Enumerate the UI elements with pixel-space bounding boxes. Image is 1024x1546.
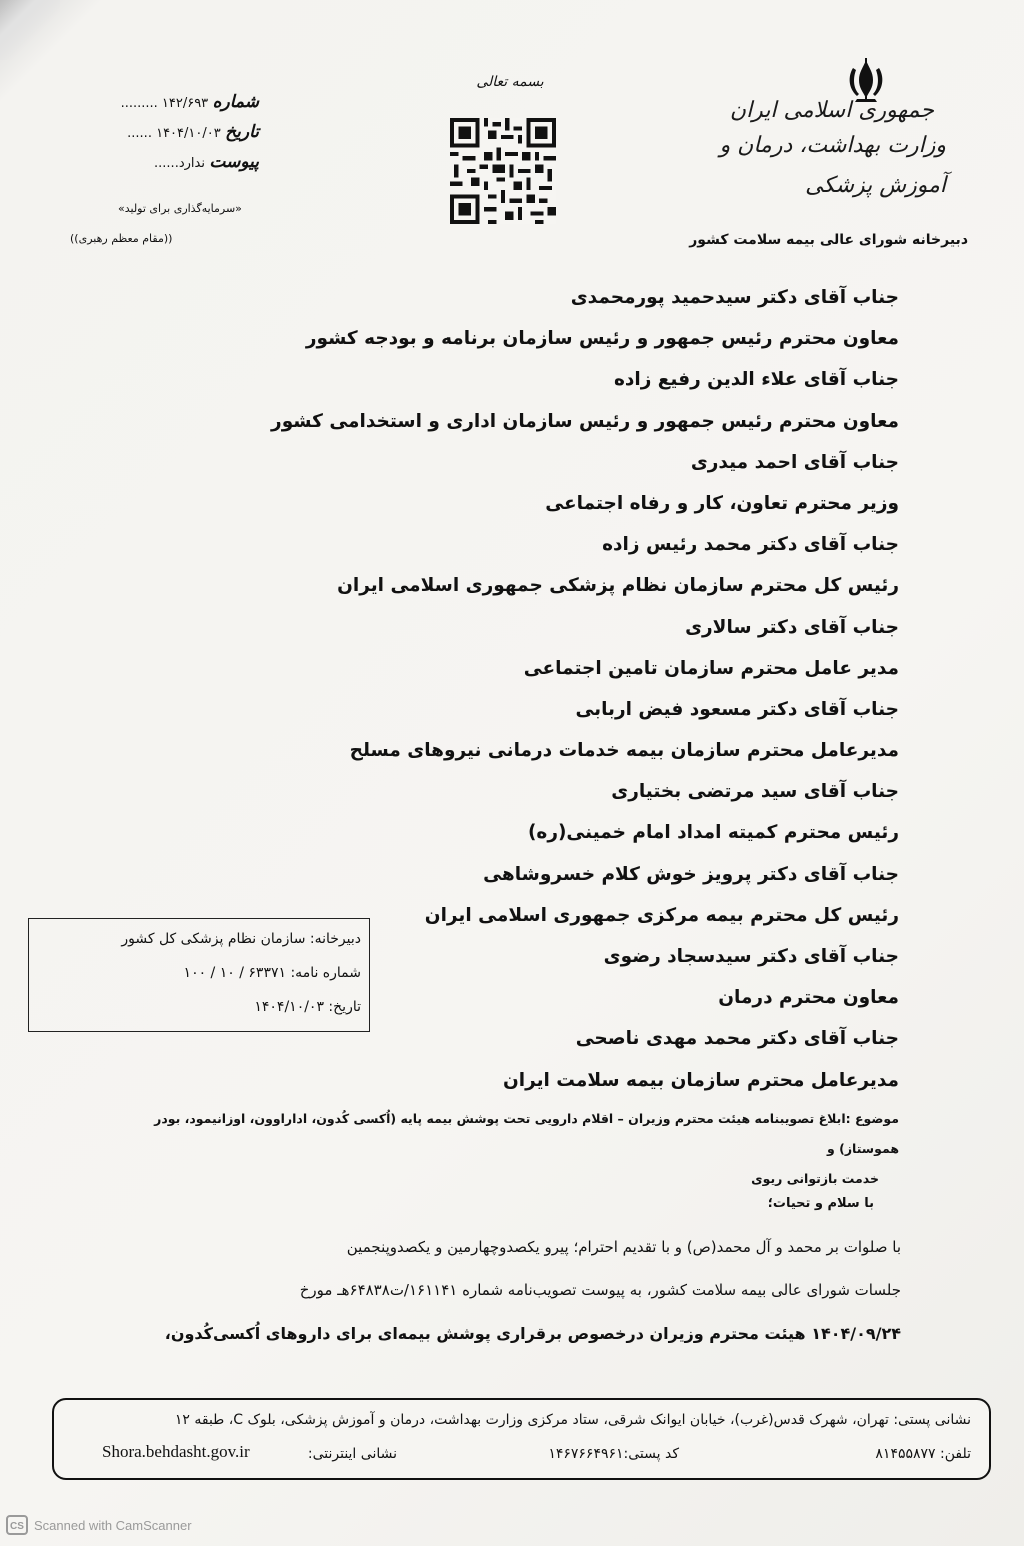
stamp-letter-number: شماره نامه: ۶۳۳۷۱ / ۱۰ / ۱۰۰: [183, 965, 361, 981]
body-line: با صلوات بر محمد و آل محمد(ص) و با تقدیم احترام؛ پیرو یکصدوچهارمین و یکصدوپنجمین: [346, 1238, 901, 1256]
recipient-line: جناب آقای دکتر سیدحمید پورمحمدی: [570, 287, 899, 308]
letter-number-value: ۱۴۲/۶۹۳ .........: [120, 96, 209, 111]
recipient-line: جناب آقای دکتر سالاری: [685, 616, 899, 638]
camscanner-watermark: [6, 1515, 192, 1535]
recipient-line: جناب آقای دکتر پرویز خوش کلام خسروشاهی: [483, 863, 899, 885]
recipient-line: معاون محترم درمان: [718, 987, 899, 1009]
website-link[interactable]: Shora.behdasht.gov.ir: [102, 1442, 250, 1461]
subject: [139, 1104, 899, 1194]
letter-date-row: [127, 122, 259, 142]
postal-address: نشانی پستی: تهران، شهرک قدس(غرب)، خیابان ایوانک شرقی، ستاد مرکزی وزارت بهداشت، درمان و آموزش پزشکی، بلوک C، طبقه ۱۲: [174, 1412, 971, 1428]
recipient-line: رئیس کل محترم سازمان نظام پزشکی جمهوری اسلامی ایران: [337, 575, 899, 597]
letter-date-value: ۱۴۰۴/۱۰/۰۳ ......: [127, 126, 221, 141]
recipient-line: جناب آقای احمد میدری: [690, 451, 899, 473]
subject-line: موضوع :ابلاغ تصویبنامه هیئت محترم وزیران – اقلام دارویی تحت پوشش بیمه پایه (اُکسی کُدون، اداراوون، اوزانیمود، بودر هموستاز) و: [154, 1111, 899, 1156]
camscanner-text: Scanned with CamScanner: [34, 1517, 192, 1533]
camscanner-logo-icon: CS: [6, 1515, 28, 1535]
body-line: ۱۴۰۴/۰۹/۲۴ هیئت محترم وزیران درخصوص برقراری پوشش بیمه‌ای برای داروهای اُکسی‌کُدون،: [164, 1324, 901, 1343]
body-line: جلسات شورای عالی بیمه سلامت کشور، به پیوست تصویب‌نامه شماره ۱۶۱۱۴۱/ت۶۴۸۳۸هـ مورخ: [299, 1281, 901, 1299]
ministry-subtitle: وزارت بهداشت، درمان و آموزش پزشکی: [719, 133, 946, 198]
recipient-line: مدیرعامل محترم سازمان بیمه سلامت ایران: [502, 1069, 899, 1091]
recipient-line: جناب آقای سید مرتضی بختیاری: [611, 781, 899, 803]
recipient-line: جناب آقای دکتر مسعود فیض اربابی: [575, 698, 899, 720]
recipient-line: وزیر محترم تعاون، کار و رفاه اجتماعی: [545, 492, 899, 514]
website-label: نشانی اینترنتی:: [307, 1446, 397, 1462]
recipient-line: رئیس کل محترم بیمه مرکزی جمهوری اسلامی ایران: [424, 904, 899, 926]
recipient-line: جناب آقای دکتر محمد مهدی ناصحی: [575, 1028, 899, 1050]
scan-corner-shadow: [0, 0, 60, 60]
basmala: بسمه تعالی: [476, 74, 544, 90]
recipient-line: رئیس محترم کمیته امداد امام خمینی(ره): [527, 822, 899, 844]
letter-attachment-label: پیوست: [209, 152, 259, 172]
letter-attachment-row: [154, 152, 259, 172]
recipient-line: جناب آقای دکتر سیدسجاد رضوی: [603, 946, 899, 967]
ministry-title: جمهوری اسلامی ایران: [729, 98, 934, 123]
letter-date-label: تاریخ: [225, 122, 259, 142]
phone-number: تلفن: ۸۱۴۵۵۸۷۷: [875, 1446, 971, 1462]
stamp-secretariat: دبیرخانه: سازمان نظام پزشکی کل کشور: [121, 931, 361, 947]
received-stamp: [28, 918, 370, 1032]
letter-number-row: [121, 92, 259, 112]
postal-code: کد پستی:۱۴۶۷۶۶۴۹۶۱: [548, 1446, 679, 1462]
secretariat-header: دبیرخانه شورای عالی بیمه سلامت کشور: [689, 232, 968, 248]
footer-contact-box: [52, 1398, 991, 1480]
greeting: با سلام و تحیات؛: [767, 1196, 874, 1211]
stamp-date: تاریخ: ۱۴۰۴/۱۰/۰۳: [254, 999, 361, 1015]
recipient-line: جناب آقای علاء الدین رفیع زاده: [613, 369, 899, 391]
body-paragraph: [141, 1226, 901, 1355]
letter-number-label: شماره: [212, 92, 259, 112]
qr-code-icon: [450, 118, 556, 224]
slogan: «سرمایه‌گذاری برای تولید»: [118, 202, 242, 215]
slogan-source: ((مقام معظم رهبری)): [70, 232, 173, 245]
letter-attachment-value: ندارد......: [154, 156, 205, 171]
recipient-line: معاون محترم رئیس جمهور و رئیس سازمان برنامه و بودجه کشور: [305, 328, 899, 350]
subject-line: خدمت بازتوانی ریوی: [751, 1171, 879, 1186]
recipient-line: معاون محترم رئیس جمهور و رئیس سازمان اداری و استخدامی کشور: [271, 410, 899, 432]
recipient-line: جناب آقای دکتر محمد رئیس زاده: [602, 534, 899, 556]
recipient-line: مدیر عامل محترم سازمان تامین اجتماعی: [523, 657, 899, 679]
recipient-line: مدیرعامل محترم سازمان بیمه خدمات درمانی نیروهای مسلح: [349, 740, 899, 762]
